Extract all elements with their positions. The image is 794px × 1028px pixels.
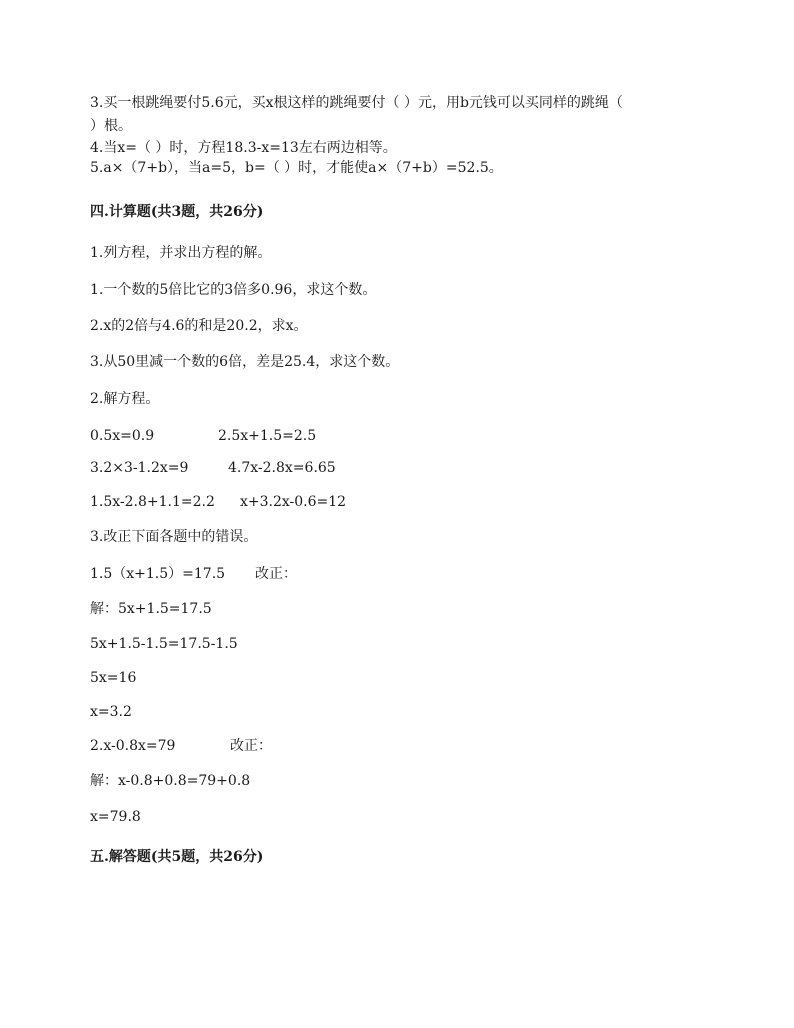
correction-2-problem: 2.x-0.8x=79	[90, 738, 176, 754]
correction-1-problem-row	[90, 566, 297, 582]
correction-2-step-2: x=79.8	[90, 809, 141, 825]
question-3-line-2: ）根。	[90, 118, 132, 134]
part-3-title: 3.改正下面各题中的错误。	[90, 529, 258, 545]
correction-2-step-1: 解：x-0.8+0.8=79+0.8	[90, 773, 251, 789]
section-4-title: 四.计算题(共3题，共26分)	[90, 204, 264, 220]
correction-1-step-4: x=3.2	[90, 704, 132, 720]
equation-row-2	[90, 460, 336, 476]
correction-2-label: 改正：	[230, 738, 272, 754]
correction-2-problem-row	[90, 738, 272, 754]
part-1-item-2: 2.x的2倍与4.6的和是20.2，求x。	[90, 318, 308, 334]
equation-left: 3.2×3-1.2x=9	[90, 460, 189, 476]
equation-left: 0.5x=0.9	[90, 428, 155, 444]
section-5-title: 五.解答题(共5题，共26分)	[90, 849, 264, 865]
equation-right: 4.7x-2.8x=6.65	[228, 460, 336, 476]
part-1-item-1: 1.一个数的5倍比它的3倍多0.96，求这个数。	[90, 282, 377, 298]
question-5: 5.a×（7+b），当a=5，b=（ ）时，才能使a×（7+b）=52.5。	[90, 160, 503, 176]
part-1-item-3: 3.从50里减一个数的6倍，差是25.4，求这个数。	[90, 354, 400, 370]
correction-1-step-1: 解：5x+1.5=17.5	[90, 601, 212, 617]
part-2-title: 2.解方程。	[90, 391, 160, 407]
equation-row-1	[90, 428, 317, 444]
equation-right: x+3.2x-0.6=12	[240, 494, 347, 510]
correction-1-step-3: 5x=16	[90, 670, 137, 686]
correction-1-label: 改正：	[255, 566, 297, 582]
equation-left: 1.5x-2.8+1.1=2.2	[90, 494, 215, 510]
part-1-title: 1.列方程，并求出方程的解。	[90, 245, 272, 261]
question-3-line-1: 3.买一根跳绳要付5.6元，买x根这样的跳绳要付（ ）元，用b元钱可以买同样的跳绳（	[90, 95, 623, 111]
correction-1-step-2: 5x+1.5-1.5=17.5-1.5	[90, 636, 238, 652]
correction-1-problem: 1.5（x+1.5）=17.5	[90, 566, 226, 582]
equation-row-3	[90, 494, 347, 510]
question-4: 4.当x=（ ）时，方程18.3-x=13左右两边相等。	[90, 140, 397, 156]
equation-right: 2.5x+1.5=2.5	[218, 428, 317, 444]
